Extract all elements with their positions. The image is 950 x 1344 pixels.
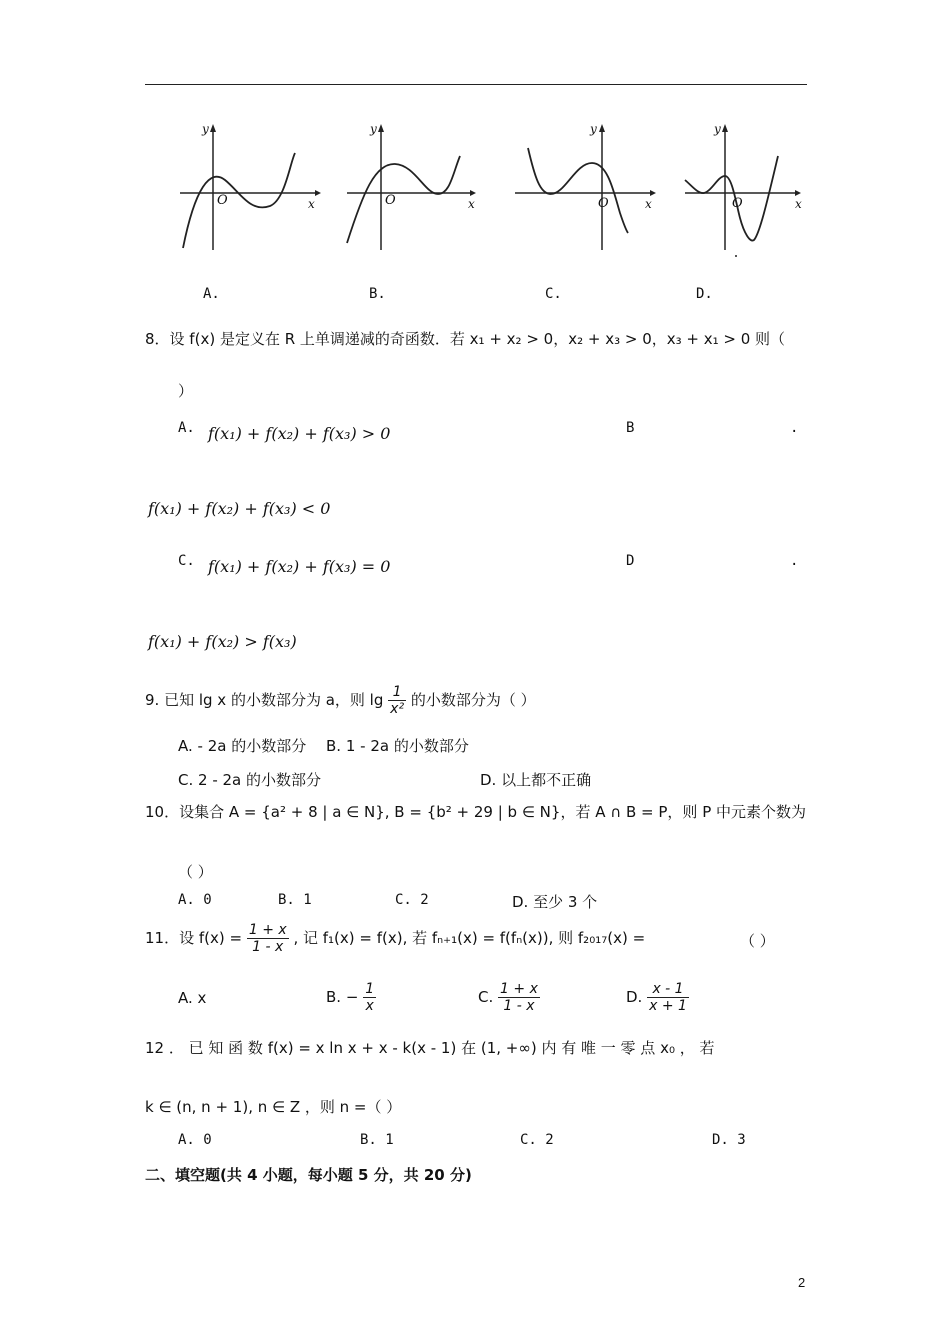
q10-option-d: D. 至少 3 个 <box>512 893 598 911</box>
graph-d-origin: O <box>732 196 743 211</box>
q8-option-c-label: C. <box>178 553 195 569</box>
q11-option-d-prefix: D. <box>626 988 643 1006</box>
q9-option-a: A. - 2a 的小数部分 <box>178 737 307 755</box>
graph-d <box>680 118 830 258</box>
q9-option-d: D. 以上都不正确 <box>480 771 592 789</box>
q11-paren: （ ） <box>740 932 775 950</box>
graph-b <box>345 118 495 258</box>
graph-c-x-label: x <box>645 197 652 211</box>
q11-option-d-denominator: x + 1 <box>649 998 687 1014</box>
q11-stem-part2: , 记 f₁(x) = f(x), 若 fₙ₊₁(x) = f(fₙ(x)), 则 f₂₀₁₇(x) = <box>293 929 646 947</box>
q11-option-b-numerator: 1 <box>365 981 375 997</box>
graph-d-y-label: y <box>714 122 721 136</box>
q8-option-b-dot: . <box>790 420 799 436</box>
q12-option-b: B. 1 <box>360 1132 394 1148</box>
q11-option-b-denominator: x <box>365 998 374 1014</box>
graph-b-label: B. <box>369 286 386 302</box>
q12-option-c: C. 2 <box>520 1132 554 1148</box>
q9-fraction-denominator: x² <box>390 701 405 717</box>
graph-b-y-label: y <box>370 122 377 136</box>
q12-stem-line1: 12 ． 已 知 函 数 f(x) = x ln x + x - k(x - 1) 在 (1, +∞) 内 有 唯 一 零 点 x₀ ， 若 <box>145 1039 715 1057</box>
q11-option-c <box>478 981 540 1014</box>
q10-option-a: A. 0 <box>178 892 212 908</box>
q8-paren-close: ） <box>178 382 194 400</box>
graph-a-label: A. <box>203 286 220 302</box>
q9-fraction <box>388 684 406 717</box>
q12-option-d: D. 3 <box>712 1132 746 1148</box>
q10-paren: （ ） <box>178 863 213 881</box>
graph-c-label: C. <box>545 286 562 302</box>
q11-option-c-fraction <box>498 981 540 1014</box>
q9-option-c: C. 2 - 2a 的小数部分 <box>178 771 322 789</box>
q11-option-c-denominator: 1 - x <box>503 998 535 1014</box>
q12-stem-line2: k ∈ (n, n + 1), n ∈ Z ，则 n =（ ） <box>145 1098 402 1116</box>
q11-option-c-numerator: 1 + x <box>500 981 538 997</box>
q10-option-b: B. 1 <box>278 892 312 908</box>
q9-stem <box>145 684 536 717</box>
graph-d-x-label: x <box>795 197 802 211</box>
q9-stem-part2: 的小数部分为（ ） <box>410 691 536 709</box>
graph-c <box>510 118 660 258</box>
q11-fraction-denominator: 1 - x <box>252 939 284 955</box>
graph-a <box>175 118 325 258</box>
page-number: 2 <box>798 1275 806 1290</box>
q11-fraction <box>247 922 289 955</box>
section-2-heading: 二、填空题(共 4 小题，每小题 5 分，共 20 分) <box>145 1166 472 1184</box>
q11-option-b-fraction <box>363 981 376 1014</box>
header-rule <box>145 84 807 85</box>
q12-option-a: A. 0 <box>178 1132 212 1148</box>
q8-option-c: f(x₁) + f(x₂) + f(x₃) = 0 <box>208 557 391 576</box>
q10-stem: 10．设集合 A = {a² + 8 | a ∈ N}, B = {b² + 29 | b ∈ N}，若 A ∩ B = P，则 P 中元素个数为 <box>145 803 807 821</box>
q11-option-d-fraction <box>647 981 689 1014</box>
graph-a-y-label: y <box>202 122 209 136</box>
graph-c-origin: O <box>598 196 609 211</box>
graph-b-x-label: x <box>468 197 475 211</box>
q8-option-d-dot: . <box>790 553 799 569</box>
q11-option-d <box>626 981 689 1014</box>
q8-option-d: f(x₁) + f(x₂) > f(x₃) <box>148 632 297 651</box>
graph-a-origin: O <box>217 193 228 208</box>
graph-c-y-label: y <box>590 122 597 136</box>
q11-option-a: A. x <box>178 989 207 1007</box>
q8-option-a: f(x₁) + f(x₂) + f(x₃) > 0 <box>208 424 391 443</box>
q11-option-b-prefix: B. − <box>326 988 359 1006</box>
graph-a-x-label: x <box>308 197 315 211</box>
graph-b-origin: O <box>385 193 396 208</box>
q8-option-d-label: D <box>626 553 635 569</box>
q8-option-b-label: B <box>626 420 635 436</box>
q11-stem-part1: 11．设 f(x) = <box>145 929 243 947</box>
q9-stem-part1: 9. 已知 lg x 的小数部分为 a，则 lg <box>145 691 384 709</box>
graph-d-label: D. <box>696 286 713 302</box>
q10-option-c: C. 2 <box>395 892 429 908</box>
q8-option-a-label: A. <box>178 420 195 436</box>
q8-stem: 8．设 f(x) 是定义在 R 上单调递减的奇函数．若 x₁ + x₂ > 0，x₂ + x₃ > 0，x₃ + x₁ > 0 则（ <box>145 330 786 348</box>
q11-option-d-numerator: x - 1 <box>647 981 689 998</box>
q11-stem <box>145 922 645 955</box>
q8-option-b: f(x₁) + f(x₂) + f(x₃) < 0 <box>148 499 331 518</box>
q9-fraction-numerator: 1 <box>388 684 406 701</box>
q9-option-b: B. 1 - 2a 的小数部分 <box>326 737 469 755</box>
q11-fraction-numerator: 1 + x <box>248 922 287 938</box>
q11-option-c-prefix: C. <box>478 988 494 1006</box>
q11-option-b <box>326 981 376 1014</box>
